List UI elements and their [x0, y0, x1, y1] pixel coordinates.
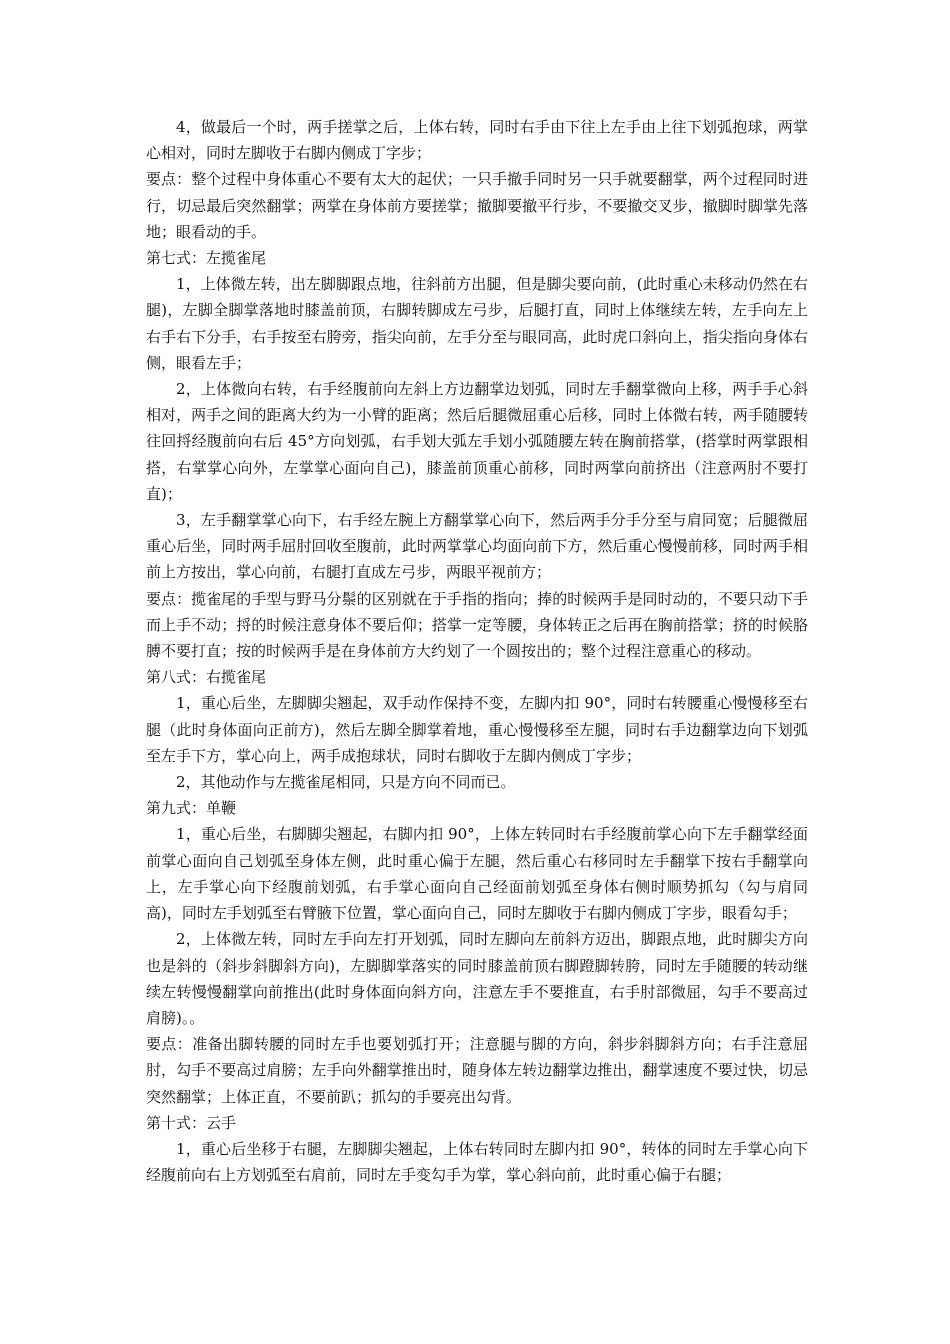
section-heading-8: 第八式：右揽雀尾 — [146, 668, 267, 687]
step-4-paragraph: 4，做最后一个时，两手搓掌之后，上体右转，同时右手由下往上左手由上往下划弧抱球，两掌心相对，同时左脚收于右脚内侧成丁字步； — [146, 118, 808, 163]
step-2-paragraph: 2，上体微向右转，右手经腹前向左斜上方边翻掌边划弧，同时左手翻掌微向上移，两手手心斜相对，两手之间的距离大约为一小臂的距离；然后后腿微屈重心后移，同时上体微右转，两手随腰转往回捋经腹前向右后 45°方向划弧，右手划大弧左手划小弧随腰左转在胸前搭掌，(搭掌时两掌跟相搭，右掌掌心向外，左掌掌心面向自己)，膝盖前顶重心前移，同时两掌向前挤出（注意两肘不要打直)； — [146, 380, 808, 503]
document-page — [146, 114, 808, 1188]
step-1-paragraph: 1，重心后坐，右脚脚尖翘起，右脚内扣 90°，上体左转同时右手经腹前掌心向下左手翻掌经面前掌心面向自己划弧至身体左侧，此时重心偏于左腿，然后重心右移同时左手翻掌下按右手翻掌向上，左手掌心向下经腹前划弧，右手掌心面向自己经面前划弧至身体右侧时顺势抓勾（勾与肩同高)，同时左手划弧至右臂腋下位置，掌心面向自己，同时左脚收于右脚内侧成丁字步，眼看勾手； — [146, 825, 808, 923]
section-heading-7: 第七式：左揽雀尾 — [146, 249, 267, 268]
step-2-paragraph: 2，其他动作与左揽雀尾相同，只是方向不同而已。 — [176, 773, 516, 792]
section-heading-9: 第九式：单鞭 — [146, 799, 237, 818]
step-1-paragraph: 1，重心后坐，左脚脚尖翘起，双手动作保持不变，左脚内扣 90°，同时右转腰重心慢慢移至右腿（此时身体面向正前方)，然后左脚全脚掌着地，重心慢慢移至左腿，同时右手边翻掌边向下划弧至左手下方，掌心向上，两手成抱球状，同时右脚收于左脚内侧成丁字步； — [146, 694, 808, 765]
step-3-paragraph: 3，左手翻掌掌心向下，右手经左腕上方翻掌掌心向下，然后两手分手分至与肩同宽；后腿微屈重心后坐，同时两手屈肘回收至腹前，此时两掌掌心均面向前下方，然后重心慢慢前移，同时两手相前上方按出，掌心向前，右腿打直成左弓步，两眼平视前方； — [146, 511, 808, 582]
step-1-paragraph: 1，重心后坐移于右腿，左脚脚尖翘起，上体右转同时左脚内扣 90°，转体的同时左手掌心向下经腹前向右上方划弧至右肩前，同时左手变勾手为掌，掌心斜向前，此时重心偏于右腿； — [146, 1139, 808, 1185]
key-points-paragraph: 要点：准备出脚转腰的同时左手也要划弧打开；注意腿与脚的方向，斜步斜脚斜方向；右手注意屈肘，勾手不要高过肩膀；左手向外翻掌推出时，随身体左转边翻掌边推出，翻掌速度不要过快，切忌突然翻掌；上体正直，不要前趴；抓勾的手要亮出勾背。 — [146, 1035, 808, 1106]
step-1-paragraph: 1，上体微左转，出左脚脚跟点地，往斜前方出腿，但是脚尖要向前，(此时重心未移动仍然在右腿)，左脚全脚掌落地时膝盖前顶，右脚转脚成左弓步，后腿打直，同时上体继续左转，左手向左上右手右下分手，右手按至右胯旁，指尖向前，左手分至与眼同高，此时虎口斜向上，指尖指向身体右侧，眼看左手； — [146, 275, 808, 372]
section-heading-10: 第十式：云手 — [146, 1113, 237, 1132]
key-points-paragraph: 要点：整个过程中身体重心不要有太大的起伏；一只手撤手同时另一只手就要翻掌，两个过程同时进行，切忌最后突然翻掌；两掌在身体前方要搓掌；撤脚要撤平行步，不要撤交叉步，撤脚时脚掌先落地；眼看动的手。 — [146, 170, 808, 241]
step-2-paragraph: 2，上体微左转，同时左手向左打开划弧，同时左脚向左前斜方迈出，脚跟点地，此时脚尖方向也是斜的（斜步斜脚斜方向)，左脚脚掌落实的同时膝盖前顶右脚蹬脚转胯，同时左手随腰的转动继续左转慢慢翻掌向前推出(此时身体面向斜方向，注意左手不要推直，右手肘部微屈，勾手不要高过肩膀)。。 — [146, 930, 808, 1027]
key-points-paragraph: 要点：揽雀尾的手型与野马分鬃的区别就在于手指的指向；捧的时候两手是同时动的，不要只动下手而上手不动；捋的时候注意身体不要后仰；搭掌一定等腰，身体转正之后再在胸前搭掌；挤的时候胳膊不要打直；按的时候两手是在身体前方大约划了一个圆按出的；整个过程注意重心的移动。 — [146, 589, 808, 661]
